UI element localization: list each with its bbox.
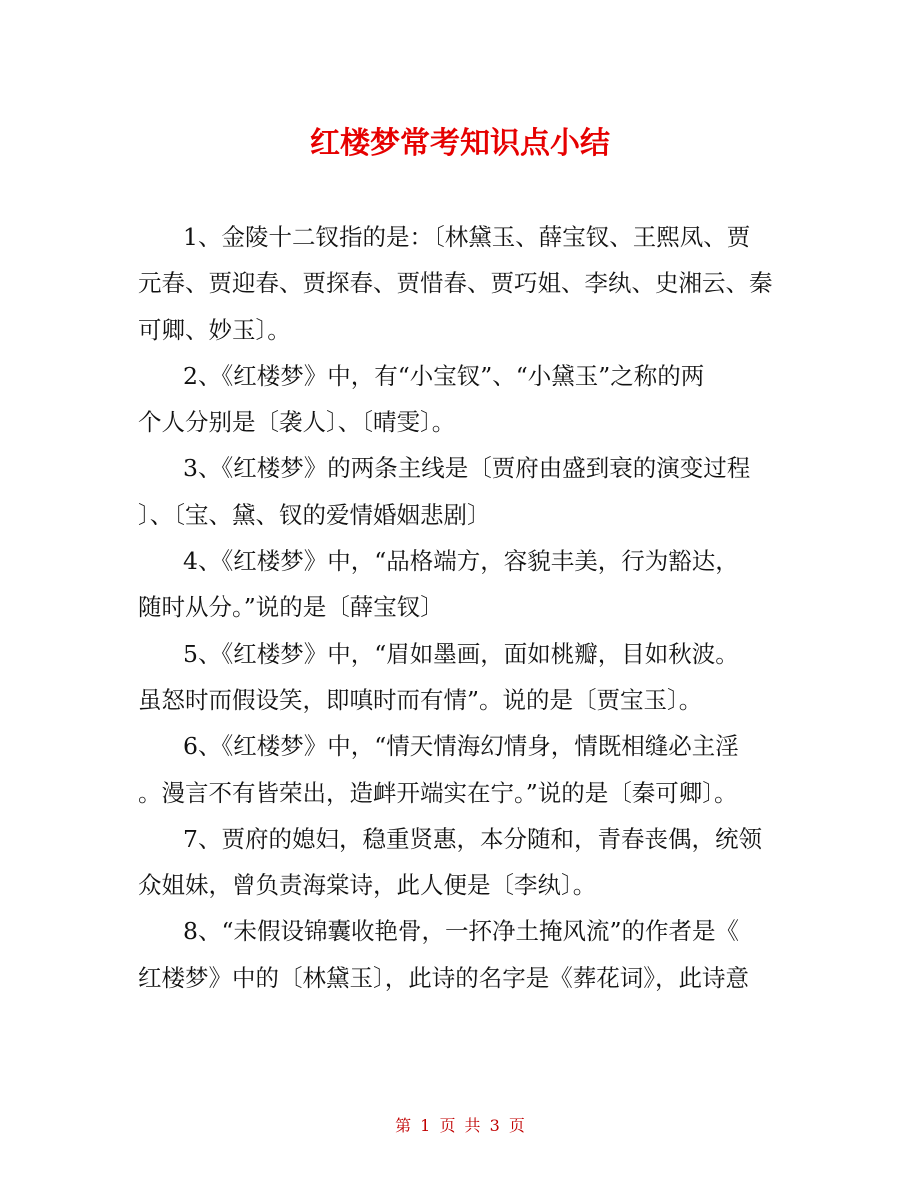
paragraph-line: 个人分别是〔袭人〕、〔晴雯〕。 <box>138 408 456 437</box>
paragraph-line: 可卿、妙玉〕。 <box>138 315 291 344</box>
document-body <box>138 217 798 1004</box>
paragraph-line: 2、《红楼梦》中，有“小宝钗”、“小黛玉”之称的两 <box>183 361 705 390</box>
paragraph <box>138 541 798 634</box>
paragraph <box>138 819 798 912</box>
paragraph-line: 8、“未假设锦囊收艳骨，一抔净土掩风流”的作者是《 <box>183 917 739 946</box>
paragraph <box>138 726 798 819</box>
paragraph-line: 红楼梦》中的〔林黛玉〕，此诗的名字是《葬花词》，此诗意 <box>138 963 749 992</box>
paragraph <box>138 911 798 1004</box>
paragraph-line: 元春、贾迎春、贾探春、贾惜春、贾巧姐、李纨、史湘云、秦 <box>138 269 773 298</box>
paragraph <box>138 217 798 356</box>
paragraph <box>138 634 798 727</box>
paragraph <box>138 356 798 449</box>
page-footer: 第 1 页 共 3 页 <box>395 1116 525 1135</box>
paragraph <box>138 448 798 541</box>
paragraph-line: 4、《红楼梦》中，“品格端方，容貌丰美，行为豁达， <box>183 547 739 576</box>
paragraph-line: 5、《红楼梦》中，“眉如墨画，面如桃瓣，目如秋波。 <box>183 639 739 668</box>
paragraph-line: 虽怒时而假设笑，即嗔时而有情”。说的是〔贾宝玉〕。 <box>138 685 703 714</box>
document-title: 红楼梦常考知识点小结 <box>310 126 610 161</box>
paragraph-line: 随时从分。”说的是〔薛宝钗〕 <box>138 593 444 622</box>
paragraph-line: 1、金陵十二钗指的是：〔林黛玉、薛宝钗、王熙凤、贾 <box>183 223 751 251</box>
paragraph-line: 〕、〔宝、黛、钗的爱情婚姻悲剧〕 <box>138 500 491 529</box>
paragraph-line: 众姐妹，曾负责海棠诗，此人便是〔李纨〕。 <box>138 871 597 900</box>
paragraph-line: 。漫言不有皆荣出，造衅开端实在宁。”说的是〔秦可卿〕。 <box>138 778 738 807</box>
paragraph-line: 3、《红楼梦》的两条主线是〔贾府由盛到衰的演变过程 <box>183 454 751 483</box>
paragraph-line: 7、贾府的媳妇，稳重贤惠，本分随和，青春丧偶，统领 <box>183 824 762 853</box>
paragraph-line: 6、《红楼梦》中，“情天情海幻情身，情既相缝必主淫 <box>183 732 739 761</box>
